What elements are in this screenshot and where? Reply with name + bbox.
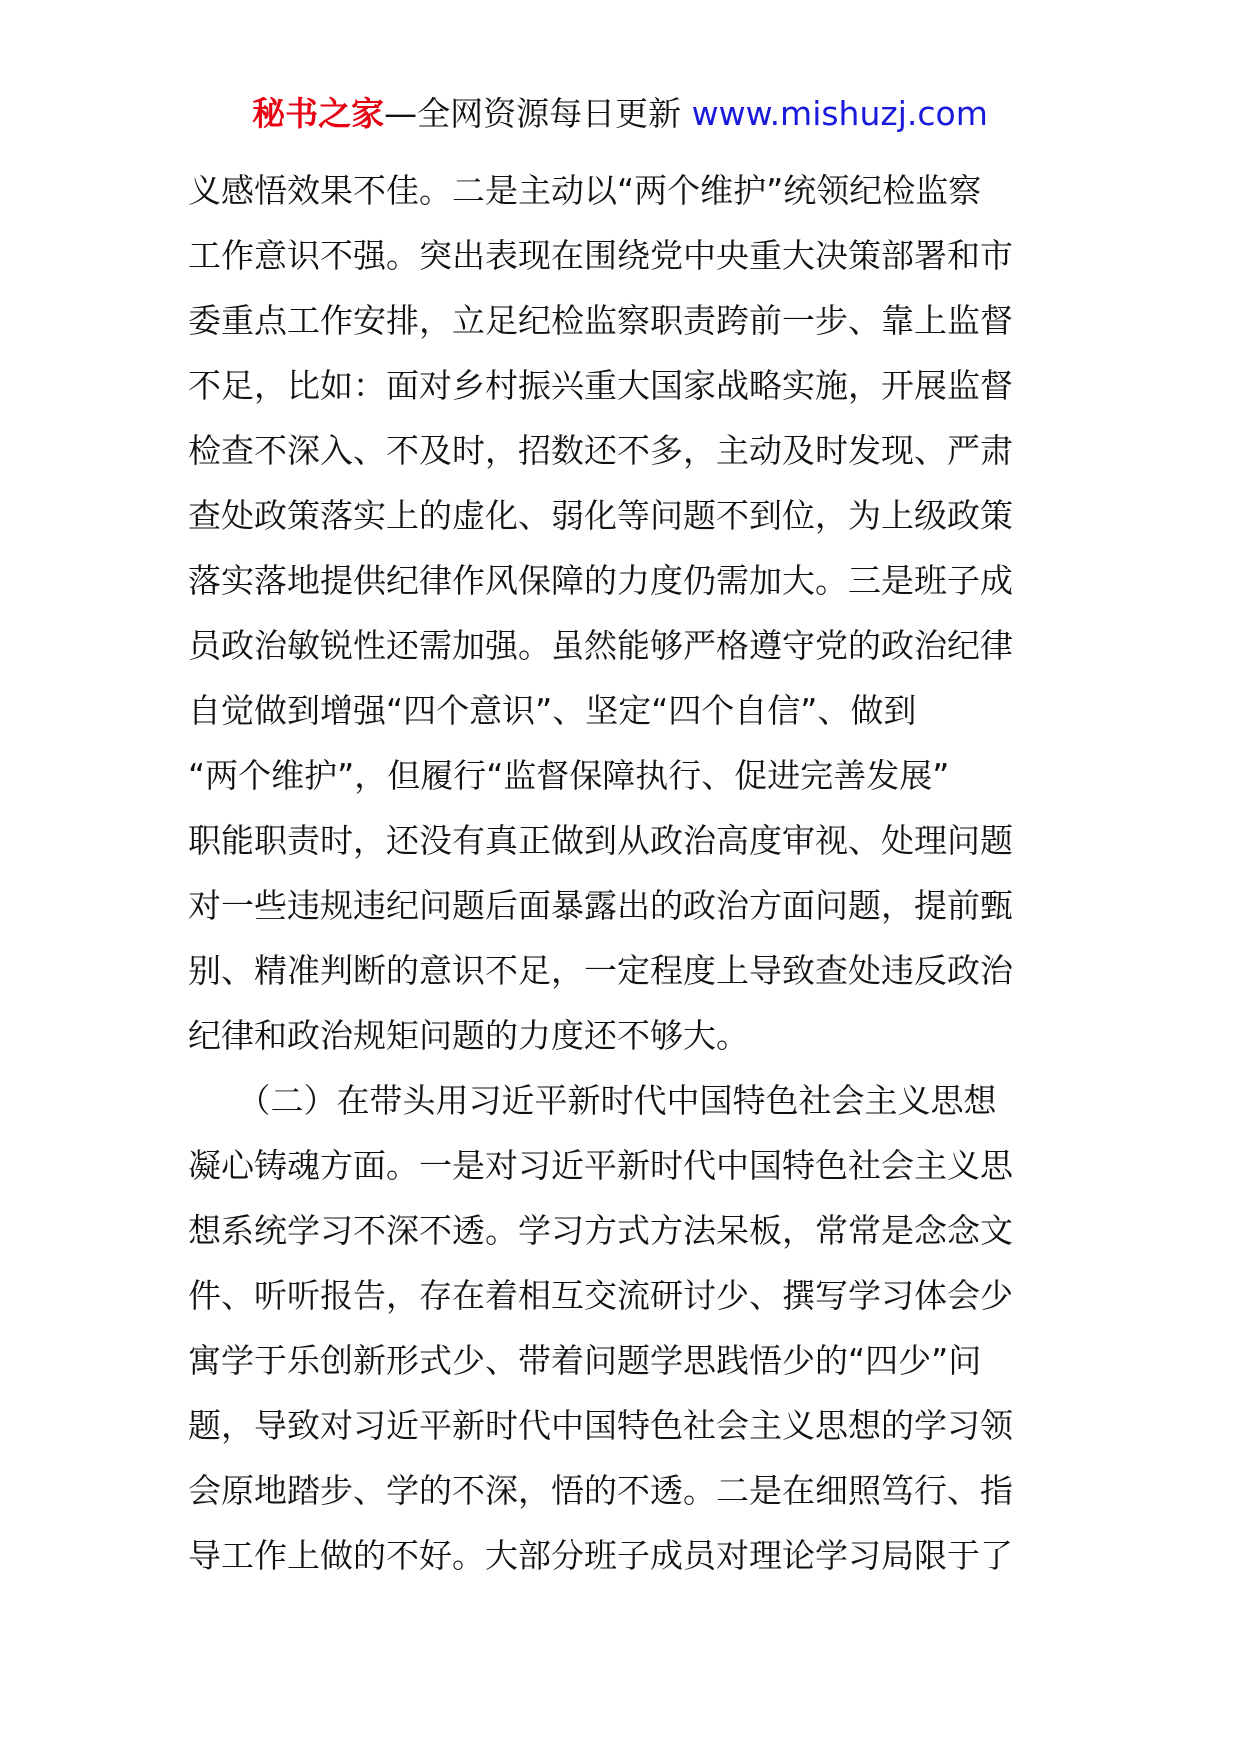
text-line: 义感悟效果不佳。二是主动以“两个维护”统领纪检监察 — [188, 171, 982, 210]
text-line: 对一些违规违纪问题后面暴露出的政治方面问题，提前甄 — [188, 886, 1013, 925]
text-line: 工作意识不强。突出表现在围绕党中央重大决策部署和市 — [188, 236, 1013, 275]
text-line: 凝心铸魂方面。一是对习近平新时代中国特色社会主义思 — [188, 1146, 1013, 1185]
text-line: 职能职责时，还没有真正做到从政治高度审视、处理问题 — [188, 821, 1013, 860]
text-line: “两个维护”，但履行“监督保障执行、促进完善发展” — [188, 756, 950, 795]
text-line: 自觉做到增强“四个意识”、坚定“四个自信”、做到 — [188, 691, 917, 730]
site-brand: 秘书之家 — [252, 94, 385, 133]
text-line: 导工作上做的不好。大部分班子成员对理论学习局限于了 — [188, 1536, 1013, 1575]
text-line: 题，导致对习近平新时代中国特色社会主义思想的学习领 — [188, 1406, 1013, 1445]
text-line: 纪律和政治规矩问题的力度还不够大。 — [188, 1016, 749, 1055]
text-line: 会原地踏步、学的不深，悟的不透。二是在细照笃行、指 — [188, 1471, 1013, 1510]
text-line: 寓学于乐创新形式少、带着问题学思践悟少的“四少”问 — [188, 1341, 982, 1380]
text-line: 别、精准判断的意识不足，一定程度上导致查处违反政治 — [188, 951, 1013, 990]
site-header — [0, 92, 1240, 136]
document-body — [188, 158, 1058, 1588]
text-line: 委重点工作安排，立足纪检监察职责跨前一步、靠上监督 — [188, 301, 1013, 340]
text-line: 查处政策落实上的虚化、弱化等问题不到位，为上级政策 — [188, 496, 1013, 535]
text-line: 想系统学习不深不透。学习方式方法呆板，常常是念念文 — [188, 1211, 1013, 1250]
text-line: 员政治敏锐性还需加强。虽然能够严格遵守党的政治纪律 — [188, 626, 1013, 665]
text-line: 件、听听报告，存在着相互交流研讨少、撰写学习体会少 — [188, 1276, 1013, 1315]
section-heading-line: （二）在带头用习近平新时代中国特色社会主义思想 — [188, 1081, 997, 1120]
site-tagline: —全网资源每日更新 — [384, 94, 692, 133]
site-url[interactable]: www.mishuzj.com — [691, 94, 988, 133]
text-line: 不足，比如：面对乡村振兴重大国家战略实施，开展监督 — [188, 366, 1013, 405]
text-line: 检查不深入、不及时，招数还不多，主动及时发现、严肃 — [188, 431, 1013, 470]
text-line: 落实落地提供纪律作风保障的力度仍需加大。三是班子成 — [188, 561, 1013, 600]
